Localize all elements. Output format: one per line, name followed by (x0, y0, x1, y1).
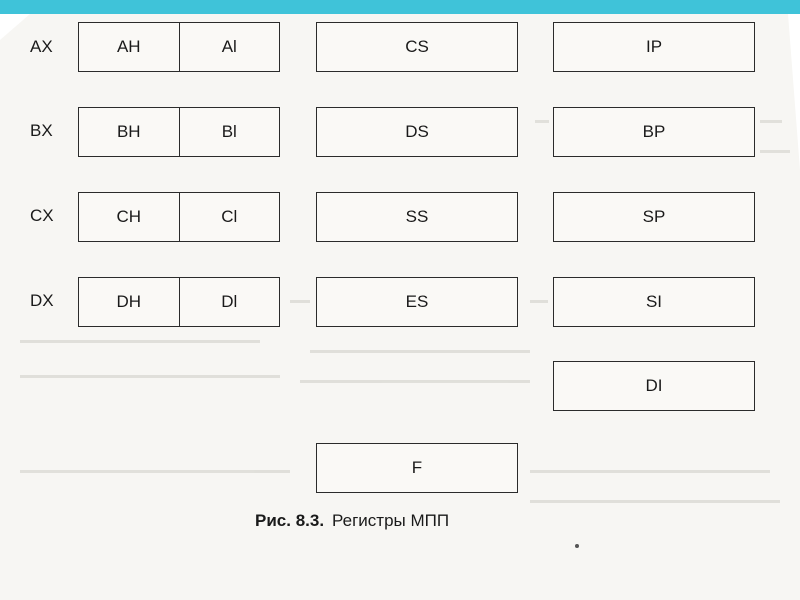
register-cs: CS (316, 22, 518, 72)
register-si: SI (553, 277, 755, 327)
row-label-cx: CX (30, 206, 54, 225)
figure-caption (255, 511, 449, 531)
register-es: ES (316, 277, 518, 327)
register-ah: AH (116, 37, 141, 56)
register-di: DI (553, 361, 755, 411)
register-pair-cx (78, 192, 280, 242)
register-pair-bx (78, 107, 280, 157)
row-label-bx: BX (30, 121, 53, 140)
register-bl: Bl (179, 108, 280, 156)
register-sp: SP (553, 192, 755, 242)
register-dl: Dl (179, 278, 280, 326)
register-bh: BH (116, 122, 141, 141)
register-pair-dx (78, 277, 280, 327)
register-al: Al (179, 23, 280, 71)
register-ch: CH (116, 207, 142, 226)
register-pair-ax (78, 22, 280, 72)
row-label-dx: DX (30, 291, 54, 310)
register-ds: DS (316, 107, 518, 157)
caption-text: Регистры МПП (332, 511, 450, 530)
register-dh: DH (116, 292, 142, 311)
register-flags: F (316, 443, 518, 493)
register-cl: Cl (179, 193, 280, 241)
register-ip: IP (553, 22, 755, 72)
caption-figure-number: Рис. 8.3. (255, 511, 325, 530)
row-label-ax: AX (30, 37, 53, 56)
top-accent-bar (0, 0, 800, 14)
register-ss: SS (316, 192, 518, 242)
register-bp: BP (553, 107, 755, 157)
